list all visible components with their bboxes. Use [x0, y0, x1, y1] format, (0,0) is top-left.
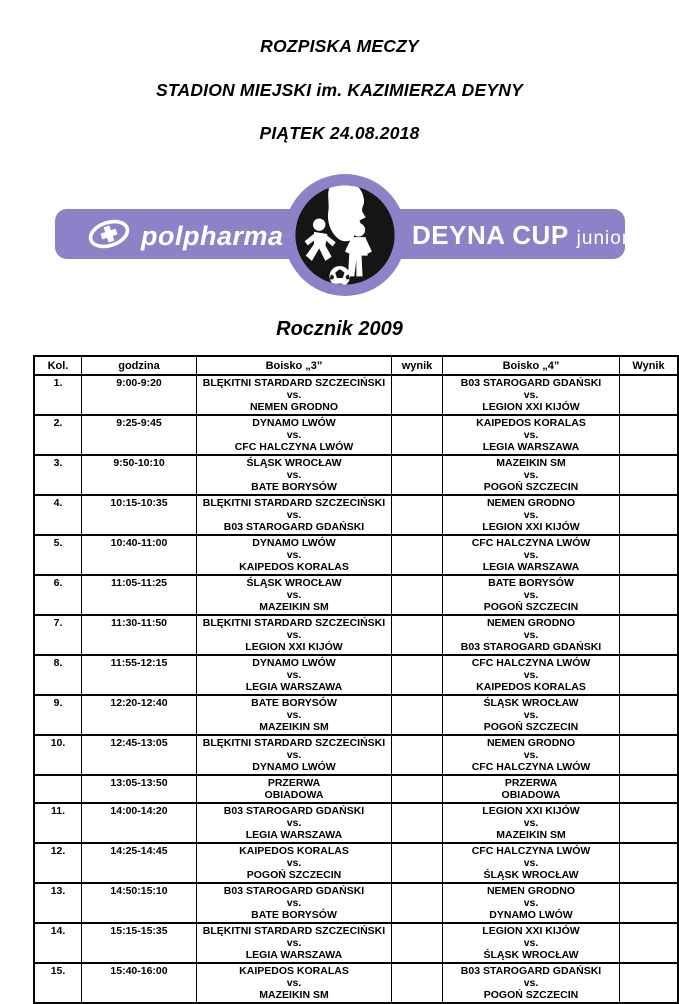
- pitch4-match-cell: [443, 455, 620, 495]
- match-line: LEGION XXI KIJÓW: [482, 925, 580, 937]
- match-line: vs.: [523, 669, 539, 681]
- match-line: vs.: [286, 897, 302, 909]
- table-header-cell: Wynik: [620, 356, 679, 375]
- match-line: BLĘKITNI STARDARD SZCZECIŃSKI: [202, 377, 386, 389]
- match-line: BLĘKITNI STARDARD SZCZECIŃSKI vs.: [202, 737, 386, 761]
- pitch3-match-cell: [197, 843, 392, 883]
- match-line: vs.: [286, 669, 302, 681]
- match-number-cell: 4.: [34, 495, 82, 535]
- match-line: NEMEN GRODNO: [249, 401, 339, 413]
- event-title: DEYNA CUP: [412, 220, 569, 250]
- match-line: vs.: [523, 389, 539, 401]
- match-number-cell: 13.: [34, 883, 82, 923]
- table-row: [34, 575, 678, 615]
- match-line: DYNAMO LWÓW: [252, 417, 336, 429]
- match-line: KAIPEDOS KORALAS: [476, 681, 586, 693]
- table-row: [34, 735, 678, 775]
- pitch3-match-cell: [197, 415, 392, 455]
- match-line: KAIPEDOS KORALAS: [239, 965, 349, 977]
- match-line: LEGIA WARSZAWA: [245, 829, 343, 841]
- pitch3-result-cell: [392, 883, 443, 923]
- match-line: CFC HALCZYNA LWÓW: [471, 845, 591, 857]
- pitch3-match-cell: [197, 735, 392, 775]
- pitch3-match-cell: [197, 575, 392, 615]
- match-line: vs.: [286, 469, 302, 481]
- pitch3-match-cell: [197, 495, 392, 535]
- pitch3-match-cell: [197, 695, 392, 735]
- match-number-cell: 9.: [34, 695, 82, 735]
- match-line: vs.: [286, 857, 302, 869]
- table-row: [34, 375, 678, 415]
- time-cell: 12:20-12:40: [82, 695, 197, 735]
- match-number-cell: 8.: [34, 655, 82, 695]
- table-row: [34, 495, 678, 535]
- table-header-cell: Boisko „3”: [197, 356, 392, 375]
- pitch4-result-cell: [620, 655, 679, 695]
- match-line: OBIADOWA: [501, 789, 561, 801]
- pitch4-match-cell: [443, 735, 620, 775]
- pitch3-result-cell: [392, 455, 443, 495]
- pitch3-result-cell: [392, 375, 443, 415]
- match-line: CFC HALCZYNA LWÓW: [471, 761, 591, 773]
- table-row: [34, 695, 678, 735]
- pitch4-match-cell: [443, 775, 620, 803]
- match-line: vs.: [523, 469, 539, 481]
- match-line: POGOŃ SZCZECIN: [246, 869, 342, 881]
- match-line: BLĘKITNI STARDARD SZCZECIŃSKI vs.: [202, 925, 386, 949]
- pitch3-result-cell: [392, 535, 443, 575]
- match-number-cell: 10.: [34, 735, 82, 775]
- match-number-cell: [34, 775, 82, 803]
- pitch4-match-cell: [443, 535, 620, 575]
- break-row: [34, 775, 678, 803]
- time-cell: 10:40-11:00: [82, 535, 197, 575]
- pitch3-result-cell: [392, 963, 443, 1003]
- pitch3-match-cell: [197, 803, 392, 843]
- match-line: vs.: [523, 817, 539, 829]
- pitch3-match-cell: [197, 775, 392, 803]
- event-logo: [412, 220, 629, 251]
- match-line: BATE BORYSÓW: [251, 697, 337, 709]
- pitch4-match-cell: [443, 963, 620, 1003]
- match-line: vs.: [523, 629, 539, 641]
- match-line: ŚLĄSK WROCŁAW: [483, 697, 579, 709]
- match-line: vs.: [286, 709, 302, 721]
- pitch4-match-cell: [443, 883, 620, 923]
- match-line: vs.: [523, 589, 539, 601]
- match-line: LEGION XXI KIJÓW: [482, 401, 580, 413]
- event-subtitle: junior: [576, 228, 630, 249]
- match-line: DYNAMO LWÓW: [489, 909, 573, 921]
- match-line: vs.: [523, 509, 539, 521]
- match-line: B03 STAROGARD GDAŃSKI: [460, 965, 602, 977]
- match-line: POGOŃ SZCZECIN: [483, 601, 579, 613]
- pitch4-match-cell: [443, 615, 620, 655]
- pitch4-result-cell: [620, 963, 679, 1003]
- pitch4-match-cell: [443, 495, 620, 535]
- table-row: [34, 803, 678, 843]
- pitch3-match-cell: [197, 615, 392, 655]
- time-cell: 14:00-14:20: [82, 803, 197, 843]
- table-row: [34, 843, 678, 883]
- match-line: LEGIA WARSZAWA: [482, 561, 580, 573]
- pitch3-match-cell: [197, 375, 392, 415]
- time-cell: 14:50:15:10: [82, 883, 197, 923]
- match-number-cell: 12.: [34, 843, 82, 883]
- pitch4-result-cell: [620, 535, 679, 575]
- match-line: POGOŃ SZCZECIN: [483, 989, 579, 1001]
- match-line: POGOŃ SZCZECIN: [483, 721, 579, 733]
- match-line: LEGIA WARSZAWA: [245, 681, 343, 693]
- pitch4-result-cell: [620, 615, 679, 655]
- match-line: LEGIA WARSZAWA: [482, 441, 580, 453]
- table-row: [34, 655, 678, 695]
- pitch4-result-cell: [620, 455, 679, 495]
- match-line: vs.: [523, 429, 539, 441]
- pitch4-match-cell: [443, 843, 620, 883]
- pitch4-result-cell: [620, 375, 679, 415]
- pitch3-result-cell: [392, 775, 443, 803]
- match-line: ŚLĄSK WROCŁAW: [483, 869, 579, 881]
- sponsor-name: polpharma: [141, 221, 284, 251]
- pitch3-result-cell: [392, 575, 443, 615]
- match-number-cell: 7.: [34, 615, 82, 655]
- pitch4-result-cell: [620, 883, 679, 923]
- match-line: B03 STAROGARD GDAŃSKI: [223, 521, 365, 533]
- time-cell: 9:00-9:20: [82, 375, 197, 415]
- match-line: B03 STAROGARD GDAŃSKI: [223, 805, 365, 817]
- match-line: PRZERWA: [504, 777, 558, 789]
- match-line: LEGIA WARSZAWA: [245, 949, 343, 961]
- pitch3-match-cell: [197, 655, 392, 695]
- table-row: [34, 535, 678, 575]
- match-line: ŚLĄSK WROCŁAW: [483, 949, 579, 961]
- match-line: MAZEIKIN SM: [259, 721, 329, 733]
- pitch4-match-cell: [443, 415, 620, 455]
- match-line: ŚLĄSK WROCŁAW: [246, 457, 342, 469]
- pitch4-match-cell: [443, 575, 620, 615]
- match-line: MAZEIKIN SM: [259, 989, 329, 1001]
- match-line: LEGION XXI KIJÓW: [482, 805, 580, 817]
- match-line: DYNAMO LWÓW: [252, 761, 336, 773]
- match-number-cell: 11.: [34, 803, 82, 843]
- match-line: MAZEIKIN SM: [259, 601, 329, 613]
- match-line: NEMEN GRODNO: [486, 617, 576, 629]
- table-row: [34, 883, 678, 923]
- match-line: MAZEIKIN SM: [496, 457, 566, 469]
- time-cell: 9:50-10:10: [82, 455, 197, 495]
- match-line: PRZERWA: [267, 777, 321, 789]
- match-schedule-table: [33, 355, 679, 1004]
- pitch3-match-cell: [197, 883, 392, 923]
- time-cell: 11:55-12:15: [82, 655, 197, 695]
- match-line: B03 STAROGARD GDAŃSKI: [460, 641, 602, 653]
- match-line: DYNAMO LWÓW: [252, 657, 336, 669]
- time-cell: 13:05-13:50: [82, 775, 197, 803]
- time-cell: 14:25-14:45: [82, 843, 197, 883]
- match-line: NEMEN GRODNO: [486, 497, 576, 509]
- time-cell: 15:40-16:00: [82, 963, 197, 1003]
- pitch4-result-cell: [620, 843, 679, 883]
- pitch4-result-cell: [620, 923, 679, 963]
- match-line: vs.: [523, 937, 539, 949]
- pitch3-result-cell: [392, 415, 443, 455]
- pitch3-result-cell: [392, 495, 443, 535]
- time-cell: 11:05-11:25: [82, 575, 197, 615]
- table-row: [34, 615, 678, 655]
- pitch3-result-cell: [392, 655, 443, 695]
- match-line: BATE BORYSÓW: [488, 577, 574, 589]
- pitch4-result-cell: [620, 415, 679, 455]
- pitch3-match-cell: [197, 923, 392, 963]
- match-line: vs.: [286, 977, 302, 989]
- match-line: B03 STAROGARD GDAŃSKI: [223, 885, 365, 897]
- match-line: NEMEN GRODNO: [486, 885, 576, 897]
- match-line: KAIPEDOS KORALAS: [239, 561, 349, 573]
- match-line: BATE BORYSÓW: [251, 909, 337, 921]
- pitch4-match-cell: [443, 923, 620, 963]
- match-line: CFC HALCZYNA LWÓW: [471, 657, 591, 669]
- pitch4-match-cell: [443, 655, 620, 695]
- match-number-cell: 2.: [34, 415, 82, 455]
- table-row: [34, 923, 678, 963]
- match-number-cell: 15.: [34, 963, 82, 1003]
- match-number-cell: 5.: [34, 535, 82, 575]
- time-cell: 9:25-9:45: [82, 415, 197, 455]
- match-number-cell: 3.: [34, 455, 82, 495]
- match-line: CFC HALCZYNA LWÓW: [471, 537, 591, 549]
- pitch3-result-cell: [392, 803, 443, 843]
- pitch4-match-cell: [443, 375, 620, 415]
- pitch4-result-cell: [620, 735, 679, 775]
- pitch3-match-cell: [197, 455, 392, 495]
- pitch3-match-cell: [197, 535, 392, 575]
- match-line: POGOŃ SZCZECIN: [483, 481, 579, 493]
- table-header-cell: Kol.: [34, 356, 82, 375]
- match-line: vs.: [286, 549, 302, 561]
- match-number-cell: 14.: [34, 923, 82, 963]
- pitch4-result-cell: [620, 495, 679, 535]
- document-title: ROZPISKA MECZY: [260, 36, 419, 56]
- match-line: vs.: [286, 389, 302, 401]
- pitch3-result-cell: [392, 695, 443, 735]
- time-cell: 10:15-10:35: [82, 495, 197, 535]
- match-line: vs.: [523, 977, 539, 989]
- table-header-cell: wynik: [392, 356, 443, 375]
- match-line: B03 STAROGARD GDAŃSKI: [460, 377, 602, 389]
- table-header-row: [34, 356, 678, 375]
- match-line: BLĘKITNI STARDARD SZCZECIŃSKI vs.: [202, 497, 386, 521]
- pitch3-result-cell: [392, 735, 443, 775]
- document-subtitle-stadium: STADION MIEJSKI im. KAZIMIERZA DEYNY: [156, 80, 523, 100]
- match-line: LEGION XXI KIJÓW: [482, 521, 580, 533]
- match-line: vs.: [286, 589, 302, 601]
- pitch4-match-cell: [443, 695, 620, 735]
- table-header-cell: godzina: [82, 356, 197, 375]
- pitch3-result-cell: [392, 843, 443, 883]
- time-cell: 15:15-15:35: [82, 923, 197, 963]
- match-number-cell: 1.: [34, 375, 82, 415]
- match-line: vs.: [523, 897, 539, 909]
- table-row: [34, 963, 678, 1003]
- polpharma-logo: [86, 216, 284, 257]
- table-body: [34, 375, 678, 1003]
- match-line: KAIPEDOS KORALAS: [239, 845, 349, 857]
- table-row: [34, 455, 678, 495]
- match-line: ŚLĄSK WROCŁAW: [246, 577, 342, 589]
- pitch4-result-cell: [620, 775, 679, 803]
- time-cell: 12:45-13:05: [82, 735, 197, 775]
- match-line: NEMEN GRODNO: [486, 737, 576, 749]
- match-number-cell: 6.: [34, 575, 82, 615]
- pitch4-result-cell: [620, 575, 679, 615]
- match-line: vs.: [286, 429, 302, 441]
- match-line: vs.: [286, 817, 302, 829]
- polpharma-cross-icon: [86, 216, 132, 257]
- match-line: KAIPEDOS KORALAS: [476, 417, 586, 429]
- match-line: LEGION XXI KIJÓW: [245, 641, 343, 653]
- pitch3-match-cell: [197, 963, 392, 1003]
- age-group-title: Rocznik 2009: [276, 318, 403, 340]
- match-line: BLĘKITNI STARDARD SZCZECIŃSKI vs.: [202, 617, 386, 641]
- match-line: CFC HALCZYNA LWÓW: [234, 441, 354, 453]
- pitch4-result-cell: [620, 695, 679, 735]
- match-line: OBIADOWA: [264, 789, 324, 801]
- pitch4-result-cell: [620, 803, 679, 843]
- match-line: vs.: [523, 549, 539, 561]
- pitch4-match-cell: [443, 803, 620, 843]
- table-row: [34, 415, 678, 455]
- pitch3-result-cell: [392, 923, 443, 963]
- match-line: vs.: [523, 749, 539, 761]
- deyna-emblem-icon: [283, 173, 407, 297]
- match-line: vs.: [523, 857, 539, 869]
- pitch3-result-cell: [392, 615, 443, 655]
- match-line: vs.: [523, 709, 539, 721]
- match-line: BATE BORYSÓW: [251, 481, 337, 493]
- document-date: PIĄTEK 24.08.2018: [259, 123, 420, 143]
- match-line: MAZEIKIN SM: [496, 829, 566, 841]
- match-line: DYNAMO LWÓW: [252, 537, 336, 549]
- time-cell: 11:30-11:50: [82, 615, 197, 655]
- table-header-cell: Boisko „4”: [443, 356, 620, 375]
- sponsor-banner: [0, 172, 679, 300]
